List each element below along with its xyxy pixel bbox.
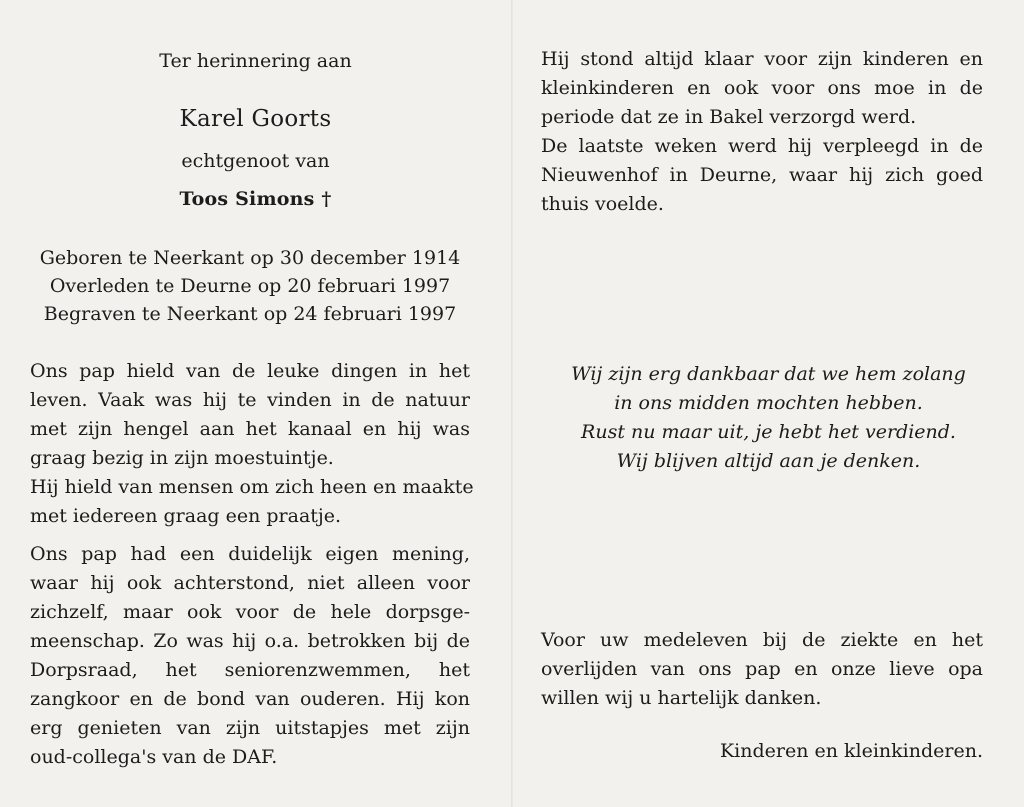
right-panel — [513, 0, 1024, 807]
text-line: Voor uw medeleven bij de ziekte en het — [541, 629, 983, 651]
text-line: periode dat ze in Bakel verzorgd werd. — [541, 106, 917, 128]
text-line: met zijn hengel aan het kanaal en hij was — [30, 418, 470, 440]
community-paragraph — [30, 540, 470, 772]
text-line: graag bezig in zijn moestuintje. — [30, 447, 334, 469]
text-line: willen wij u hartelijk danken. — [541, 687, 822, 709]
burial-line: Begraven te Neerkant op 24 februari 1997 — [43, 303, 457, 325]
text-line: Hij hield van mensen om zich heen en maakte — [30, 476, 474, 498]
text-line: meenschap. Zo was hij o.a. betrokken bij de — [30, 630, 470, 652]
text-line: oud-collega's van de DAF. — [30, 746, 278, 768]
text-line: Ons pap had een duidelijk eigen mening, — [30, 543, 470, 565]
verse-line: Wij blijven altijd aan je denken. — [616, 450, 921, 472]
hobbies-paragraph — [30, 357, 474, 531]
signoff: Kinderen en kleinkinderen. — [719, 740, 983, 762]
text-line: thuis voelde. — [541, 193, 664, 215]
birth-line: Geboren te Neerkant op 30 december 1914 — [39, 247, 461, 269]
verse-line: in ons midden mochten hebben. — [614, 392, 923, 414]
text-line: met iedereen graag een praatje. — [30, 505, 342, 527]
deceased-name: Karel Goorts — [179, 106, 332, 132]
text-line: zangkoor en de bond van ouderen. Hij kon — [30, 688, 470, 710]
death-line: Overleden te Deurne op 20 februari 1997 — [49, 275, 451, 297]
text-line: Dorpsraad, het seniorenzwemmen, het — [30, 659, 470, 681]
family-paragraph — [541, 45, 983, 219]
text-line: zichzelf, maar ook voor de hele dorpsge- — [30, 601, 470, 623]
thanks-paragraph — [541, 626, 983, 713]
verse-line: Wij zijn erg dankbaar dat we hem zolang — [571, 363, 966, 385]
life-dates — [0, 244, 500, 328]
text-line: Hij stond altijd klaar voor zijn kinderen en — [541, 48, 983, 70]
text-line: kleinkinderen en ook voor ons moe in de — [541, 77, 983, 99]
text-line: overlijden van ons pap en onze lieve opa — [541, 658, 983, 680]
text-line: leven. Vaak was hij te vinden in de natuur — [30, 389, 470, 411]
memorial-verse — [513, 360, 1024, 476]
intro-text: Ter herinnering aan — [159, 50, 352, 72]
text-line: Ons pap hield van de leuke dingen in het — [30, 360, 470, 382]
text-line: waar hij ook achterstond, niet alleen voor — [30, 572, 470, 594]
text-line: Nieuwenhof in Deurne, waar hij zich goed — [541, 164, 983, 186]
spouse-label: echtgenoot van — [181, 150, 330, 172]
spouse-name: Toos Simons † — [179, 188, 332, 210]
text-line: erg genieten van zijn uitstapjes met zijn — [30, 717, 470, 739]
text-line: De laatste weken werd hij verpleegd in de — [541, 135, 983, 157]
verse-line: Rust nu maar uit, je hebt het verdiend. — [581, 421, 956, 443]
left-panel — [0, 0, 511, 807]
